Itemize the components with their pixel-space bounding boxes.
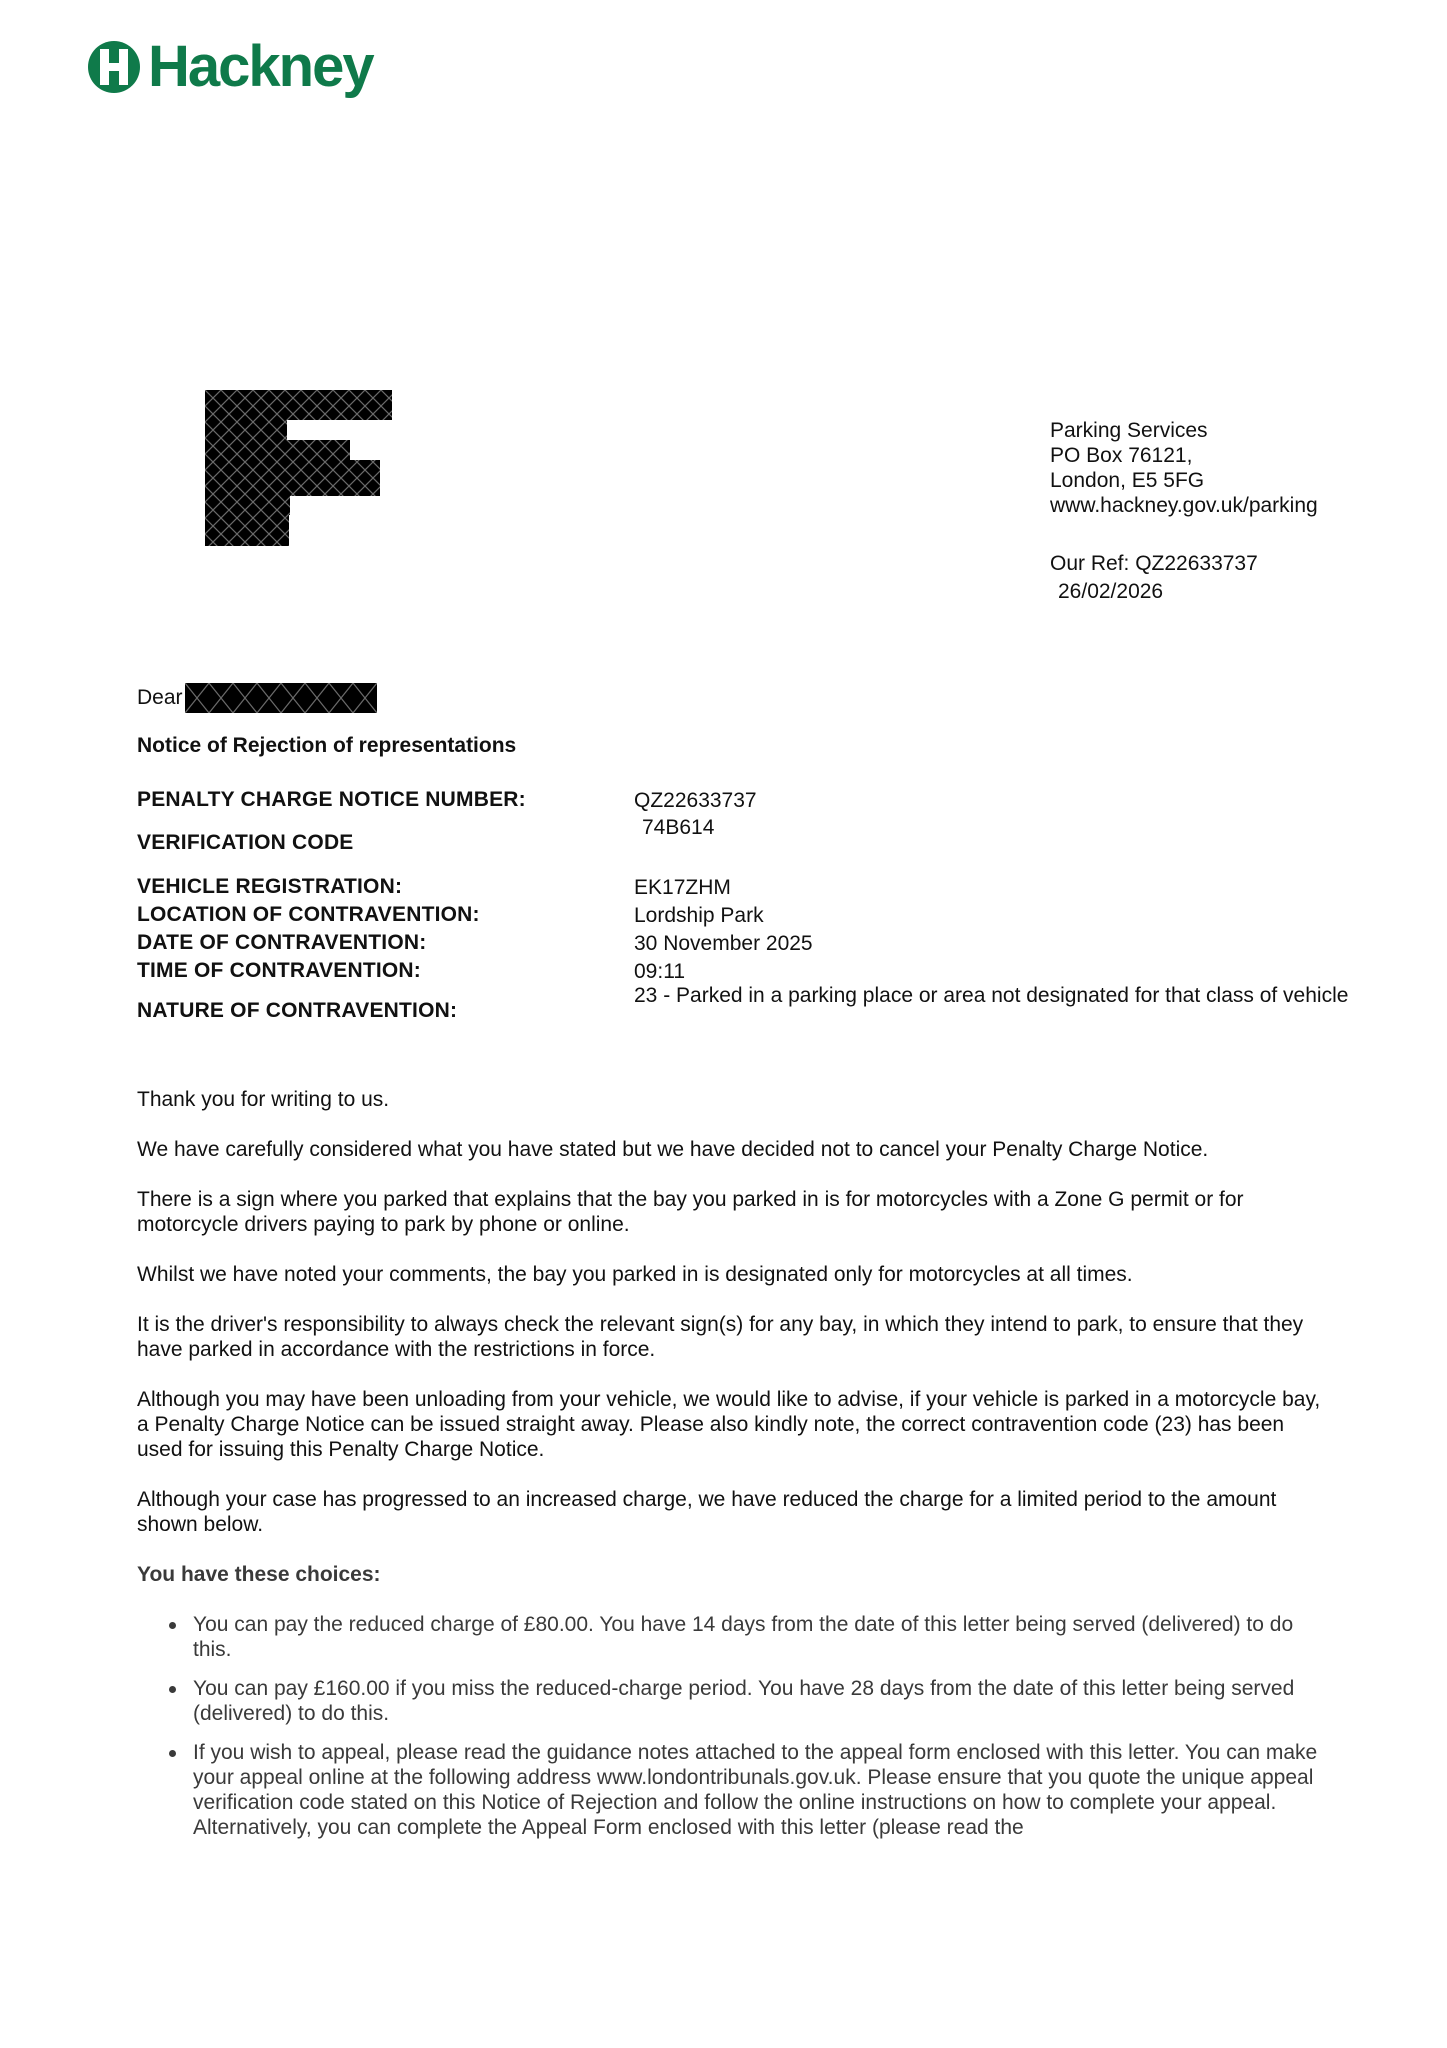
address-line: PO Box 76121,	[1050, 444, 1193, 467]
bullet-icon	[169, 1686, 176, 1693]
body-paragraph: Although you may have been unloading from your vehicle, we would like to advise, if your vehicle is parked in a motorcycle bay, a Penalty Charge Notice can be issued straight away. Please also kindly note, the correct contravention code (23) has been used for issuing this Penalty Charge Notice.	[137, 1388, 1321, 1461]
hackney-wordmark: Hackney	[148, 34, 373, 99]
pcn-value: 74B614	[642, 816, 715, 839]
bullet-icon	[169, 1622, 176, 1629]
letter-subject: Notice of Rejection of representations	[137, 734, 517, 757]
choice-text: You can pay £160.00 if you miss the reduced-charge period. You have 28 days from the date of this letter being served (delivered) to do this.	[193, 1677, 1295, 1725]
reference-block	[1050, 550, 1258, 606]
pcn-label: TIME OF CONTRAVENTION:	[137, 959, 421, 982]
greeting	[137, 683, 377, 713]
redacted-address	[205, 390, 392, 546]
body-paragraph: Although your case has progressed to an increased charge, we have reduced the charge for a limited period to the amount shown below.	[137, 1488, 1277, 1536]
choices-list	[137, 1612, 1327, 1840]
pcn-label: VEHICLE REGISTRATION:	[137, 875, 403, 898]
pcn-value: 23 - Parked in a parking place or area not designated for that class of vehicle	[634, 984, 1349, 1007]
body-paragraph: We have carefully considered what you have stated but we have decided not to cancel your Penalty Charge Notice.	[137, 1138, 1209, 1161]
sender-address	[1050, 418, 1318, 518]
pcn-value: 30 November 2025	[634, 932, 813, 955]
choice-item	[137, 1740, 1327, 1840]
letter-date: 26/02/2026	[1058, 580, 1164, 603]
body-paragraph: Thank you for writing to us.	[137, 1088, 390, 1111]
pcn-value: Lordship Park	[634, 904, 764, 927]
choice-text: You can pay the reduced charge of £80.00. You have 14 days from the date of this letter being served (delivered) to do this.	[193, 1613, 1294, 1661]
choice-item	[137, 1676, 1327, 1726]
bullet-icon	[169, 1750, 176, 1757]
pcn-value: 09:11	[634, 960, 685, 983]
pcn-value: EK17ZHM	[634, 876, 731, 899]
choices-heading: You have these choices:	[137, 1563, 381, 1586]
body-paragraph: There is a sign where you parked that explains that the bay you parked in is for motorcycles with a Zone G permit or for motorcycle drivers paying to park by phone or online.	[137, 1188, 1244, 1236]
pcn-label: LOCATION OF CONTRAVENTION:	[137, 903, 480, 926]
body-paragraph: It is the driver's responsibility to always check the relevant sign(s) for any bay, in which they intend to park, to ensure that they have parked in accordance with the restrictions in force.	[137, 1313, 1304, 1361]
choice-item	[137, 1612, 1327, 1662]
pcn-label: VERIFICATION CODE	[137, 831, 354, 854]
letter-body	[137, 1087, 1327, 1854]
pcn-label: NATURE OF CONTRAVENTION:	[137, 999, 458, 1022]
hackney-logo	[86, 36, 373, 98]
choice-text: If you wish to appeal, please read the guidance notes attached to the appeal form enclosed with this letter. You can make your appeal online at the following address www.londontribunals.gov.uk. Please ensure that you quote the unique appeal verification code stated on this Notice of Rejection and follow the online instructions on how to complete your appeal. Alternatively, you can complete the Appeal Form enclosed with this letter (please read the	[193, 1741, 1318, 1839]
pcn-label: PENALTY CHARGE NOTICE NUMBER:	[137, 788, 526, 811]
body-paragraph: Whilst we have noted your comments, the bay you parked in is designated only for motorcycles at all times.	[137, 1263, 1133, 1286]
address-line: www.hackney.gov.uk/parking	[1050, 494, 1318, 517]
address-line: Parking Services	[1050, 419, 1208, 442]
our-ref: Our Ref: QZ22633737	[1050, 552, 1258, 575]
greeting-text: Dear	[137, 686, 183, 709]
hackney-h-icon	[86, 39, 142, 95]
pcn-value: QZ22633737	[634, 789, 757, 812]
pcn-label: DATE OF CONTRAVENTION:	[137, 931, 427, 954]
address-line: London, E5 5FG	[1050, 469, 1205, 492]
redacted-name	[185, 683, 377, 713]
